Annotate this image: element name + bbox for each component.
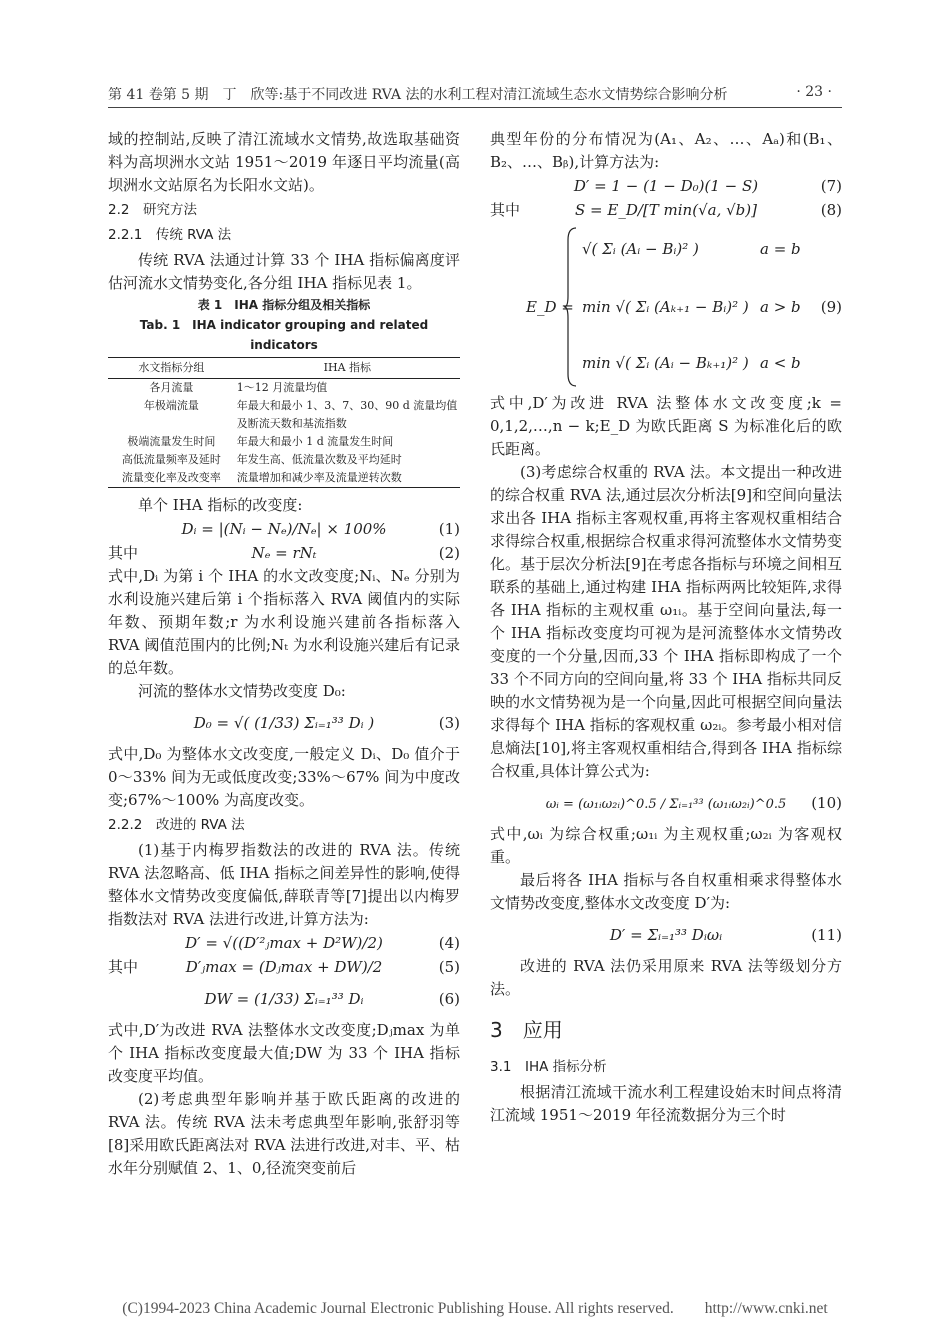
equation-11 [490, 915, 842, 955]
table-caption-en: Tab. 1 IHA indicator grouping and related indicators [139, 318, 429, 352]
equation-body: D′ = √((D′²ⱼmax + D²W)/2) [185, 934, 383, 952]
table-cell: 年发生高、低流量次数及平均延时 [236, 453, 402, 466]
equation-2 [108, 541, 460, 565]
equation-body: D₀ = √( (1/33) Σᵢ₌₁³³ Dᵢ ) [193, 714, 375, 732]
paragraph-rva: 传统 RVA 法通过计算 33 个 IHA 指标偏离度评估河流水文情势变化,各分组 IHA 指标见表 1。 [108, 251, 460, 292]
paragraph-continued: 典型年份的分布情况为(A₁、A₂、…、Aₐ)和(B₁、B₂、…、Bᵦ),计算方法为: [490, 130, 842, 171]
paragraph-def3: 式中,D′为改进 RVA 法整体水文改变度;Dⱼmax 为单个 IHA 指标改变度最大值;DW 为 33 个 IHA 指标改变度平均值。 [108, 1021, 460, 1085]
heading-section-3: 3 应用 [490, 1018, 563, 1042]
table-cell: 年最大和最小 1 d 流量发生时间 [236, 435, 394, 448]
equation-number: (1) [438, 520, 460, 538]
paragraph-def2: 式中,D₀ 为整体水文改变度,一般定义 Dᵢ、D₀ 值介于 0～33% 间为无或低度改变;33%～67% 间为中度改变;67%～100% 为高度改变。 [108, 745, 460, 809]
equation-3 [108, 703, 460, 743]
paragraph-single: 单个 IHA 指标的改变度: [138, 496, 303, 514]
equation-label: 其中 [490, 201, 521, 219]
equation-number: (2) [438, 544, 460, 562]
equation-condition: a > b [760, 298, 801, 316]
section-2-2-2: 2.2.2 改进的 RVA 法 [108, 817, 245, 833]
paragraph-apply: 根据清江流域干流水利工程建设始末时间点将清江流域 1951～2019 年径流数据分为三个时 [490, 1083, 842, 1124]
section-3-1: 3.1 IHA 指标分析 [490, 1059, 607, 1075]
iha-table [108, 357, 460, 488]
equation-body: D′ⱼmax = (Dⱼmax + DW)/2 [185, 958, 383, 976]
table-cell: 高低流量频率及延时 [121, 453, 221, 466]
equation-number: (4) [438, 934, 460, 952]
paragraph-def1: 式中,Dᵢ 为第 i 个 IHA 的水文改变度;Nᵢ、Nₑ 分别为水利设施兴建后第 i 个指标落入 RVA 阈值内的实际年数、预期年数;r 为水利设施兴建前各指标落入 RVA 阈值范围内的比例;Nₜ 为水利设施兴建后有记录的总年数。 [108, 567, 460, 677]
equation-body: DW = (1/33) Σᵢ₌₁³³ Dᵢ [204, 990, 364, 1008]
equation-6 [108, 979, 460, 1019]
paragraph-grade: 改进的 RVA 法仍采用原来 RVA 法等级划分方法。 [490, 957, 842, 998]
table-cell: 流量变化率及改变率 [108, 469, 235, 488]
paragraph-def4: 式中,D′为改进 RVA 法整体水文改变度;k = 0,1,2,…,n − k;E_D 为欧氏距离 S 为标准化后的欧氏距离。 [490, 394, 842, 458]
equation-9 [490, 222, 842, 392]
equation-body: Nₑ = rNₜ [251, 544, 317, 562]
table-row [108, 379, 460, 398]
equation-number: (8) [820, 201, 842, 219]
table-header-row [108, 358, 460, 379]
table-row [108, 433, 460, 451]
equation-case: √( Σᵢ (Aᵢ − Bᵢ)² ) [582, 240, 699, 258]
paragraph-method2: (2)考虑典型年影响并基于欧氏距离的改进的 RVA 法。传统 RVA 法未考虑典型年影响,张舒羽等[8]采用欧氏距离法对 RVA 法进行改进,对丰、平、枯水年分别赋值 2、1、0,径流突变前后 [108, 1090, 460, 1177]
equation-body: Dᵢ = |(Nᵢ − Nₑ)/Nₑ| × 100% [181, 520, 387, 538]
equation-number: (11) [811, 926, 842, 944]
table-row [108, 451, 460, 469]
equation-5 [108, 955, 460, 979]
equation-label: 其中 [108, 544, 139, 562]
table-row [108, 469, 460, 488]
table-cell: 各月流量 [149, 381, 194, 394]
equation-case: min √( Σᵢ (Aᵢ − Bₖ₊₁)² ) [582, 354, 749, 372]
paragraph-def5: 式中,ωᵢ 为综合权重;ω₁ᵢ 为主观权重;ω₂ᵢ 为客观权重。 [490, 825, 842, 866]
equation-number: (7) [820, 177, 842, 195]
left-column [108, 128, 460, 1180]
header-rule [108, 107, 842, 108]
equation-8 [490, 198, 842, 222]
right-column [490, 128, 842, 1127]
table-header: 水文指标分组 [108, 358, 235, 379]
equation-number: (10) [811, 794, 842, 812]
equation-body: D′ = Σᵢ₌₁³³ Dᵢωᵢ [609, 926, 723, 944]
equation-number: (3) [438, 714, 460, 732]
equation-condition: a < b [760, 354, 801, 372]
paragraph-final: 最后将各 IHA 指标与各自权重相乘求得整体水文情势改变度,整体水文改变度 D′为: [490, 871, 842, 912]
equation-body: D′ = 1 − (1 − D₀)(1 − S) [573, 177, 759, 195]
left-brace-icon [564, 226, 578, 388]
page-number: · 23 · [796, 84, 832, 100]
equation-7 [490, 174, 842, 198]
table-header: IHA 指标 [235, 358, 460, 379]
equation-condition: a = b [760, 240, 801, 258]
paragraph-intro: 域的控制站,反映了清江流域水文情势,故选取基础资料为高坝洲水文站 1951～2019 年逐日平均流量(高坝洲水文站原名为长阳水文站)。 [108, 130, 460, 194]
section-2-2: 2.2 研究方法 [108, 202, 197, 218]
table-cell: 年极端流量 [143, 399, 199, 412]
section-2-2-1: 2.2.1 传统 RVA 法 [108, 227, 232, 243]
paragraph-method1: (1)基于内梅罗指数法的改进的 RVA 法。传统 RVA 法忽略高、低 IHA 指标之间差异性的影响,使得整体水文情势改变度偏低,薛联青等[7]提出以内梅罗指数法对 RVA 法进行改进,计算方法为: [108, 841, 460, 928]
table-cell: 极端流量发生时间 [127, 435, 216, 448]
table-cell: 1～12 月流量均值 [236, 381, 328, 394]
running-header [108, 84, 842, 104]
equation-4 [108, 931, 460, 955]
table-caption-cn: 表 1 IHA 指标分组及相关指标 [197, 298, 371, 312]
equation-body: ωᵢ = (ω₁ᵢω₂ᵢ)^0.5 / Σᵢ₌₁³³ (ω₁ᵢω₂ᵢ)^0.5 [545, 797, 787, 812]
table-cell: 流量增加和减少率及流量逆转次数 [235, 469, 460, 488]
copyright-footer: (C)1994-2023 China Academic Journal Electronic Publishing House. All rights reserved. http://www.cnki.net [122, 1300, 828, 1317]
table-row [108, 397, 460, 433]
equation-1 [108, 517, 460, 541]
paragraph-overall: 河流的整体水文情势改变度 D₀: [138, 682, 346, 700]
equation-body: S = E_D/[T min(√a, √b)] [575, 201, 757, 219]
header-title: 第 41 卷第 5 期 丁 欣等:基于不同改进 RVA 法的水利工程对清江流域生态水文情势综合影响分析 [108, 87, 728, 103]
table-cell: 年最大和最小 1、3、7、30、90 d 流量均值及断流天数和基流指数 [236, 399, 458, 430]
paragraph-method3: (3)考虑综合权重的 RVA 法。本文提出一种改进的综合权重 RVA 法,通过层次分析法[9]和空间向量法求出各 IHA 指标主客观权重,再将主客观权重相结合求得综合权重,根据综合权重求得河流整体水文情势变化。基于层次分析法[9]在考虑各指标与环境之间相互联系的基础上,通过构建 IHA 指标两两比较矩阵,求得各 IHA 指标的主观权重 ω₁ᵢ。基于空间向量法,每一个 IHA 指标改变度均可视为是河流整体水文情势改变度的一个分量,因而,33 个 IHA 指标即构成了一个 33 个不同方向的空间向量,将 33 个 IHA 指标共同反映的水文情势视为是一个向量,因此可根据空间向量法求得每个 IHA 指标的客观权重 ω₂ᵢ。参考最小相对信息熵法[10],将主客观权重相结合,得到各 IHA 指标综合权重,具体计算公式为: [490, 463, 842, 780]
equation-number: (6) [438, 990, 460, 1008]
equation-case: min √( Σᵢ (Aₖ₊₁ − Bᵢ)² ) [582, 298, 749, 316]
equation-10 [490, 783, 842, 823]
equation-number: (9) [820, 298, 842, 316]
equation-label: 其中 [108, 958, 139, 976]
equation-lhs: E_D = [526, 298, 574, 316]
equation-number: (5) [438, 958, 460, 976]
